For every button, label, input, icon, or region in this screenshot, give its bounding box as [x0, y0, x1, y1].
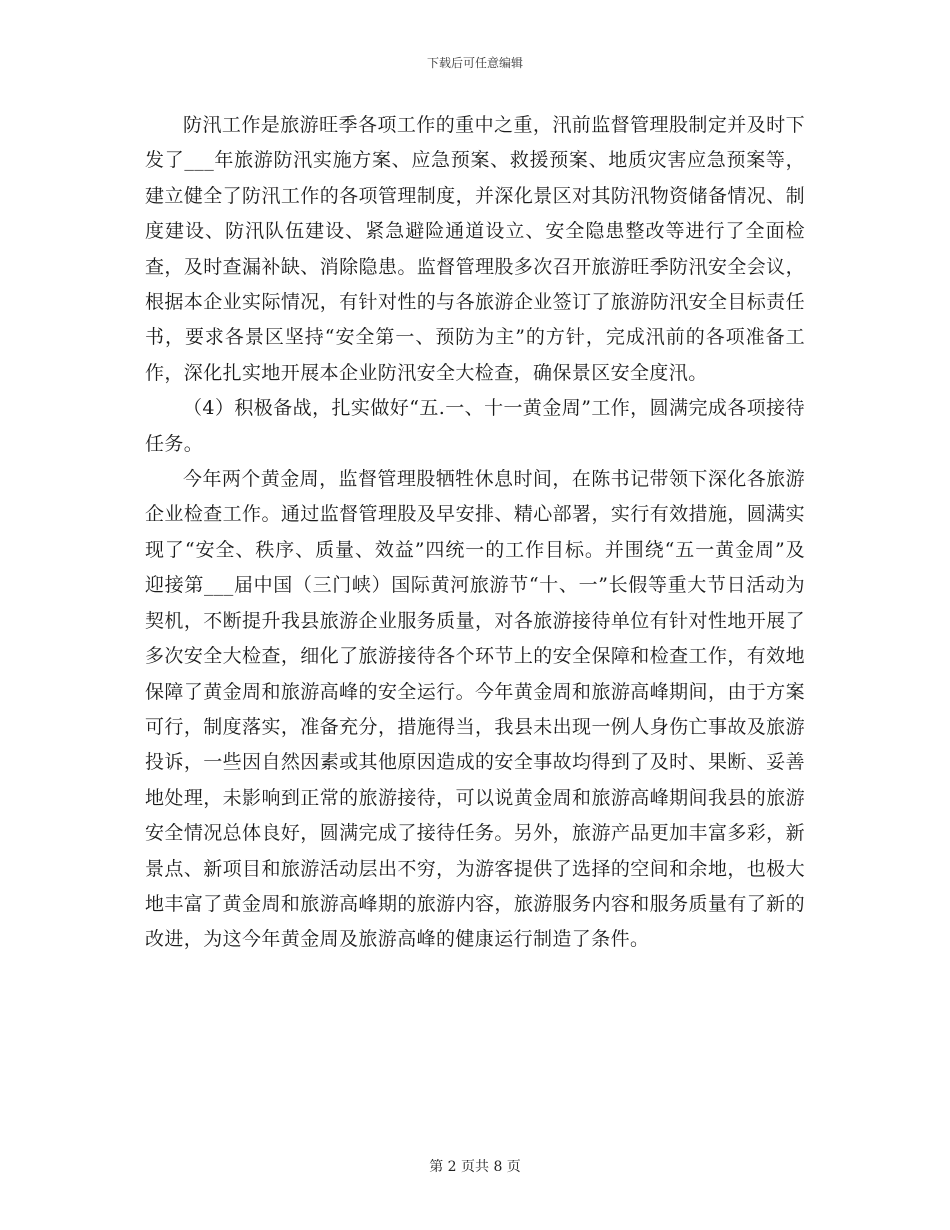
paragraph-heading-golden-week: （4）积极备战，扎实做好“五.一、十一黄金周”工作，圆满完成各项接待任务。	[145, 397, 805, 455]
paragraph-golden-week-report: 今年两个黄金周，监督管理股牺牲休息时间，在陈书记带领下深化各旅游企业检查工作。通过监督管理股及早安排、精心部署，实行有效措施，圆满实现了“安全、秩序、质量、效益”四统一的工作目标。并围绕“五一黄金周”及迎接第___届中国（三门峡）国际黄河旅游节“十、一”长假等重大节日活动为契机，不断提升我县旅游企业服务质量，对各旅游接待单位有针对性地开展了多次安全大检查，细化了旅游接待各个环节上的安全保障和检查工作，有效地保障了黄金周和旅游高峰的安全运行。今年黄金周和旅游高峰期间，由于方案可行，制度落实，准备充分，措施得当，我县未出现一例人身伤亡事故及旅游投诉，一些因自然因素或其他原因造成的安全事故均得到了及时、果断、妥善地处理，未影响到正常的旅游接待，可以说黄金周和旅游高峰期间我县的旅游安全情况总体良好，圆满完成了接待任务。另外，旅游产品更加丰富多彩，新景点、新项目和旅游活动层出不穷，为游客提供了选择的空间和余地，也极大地丰富了黄金周和旅游高峰期的旅游内容，旅游服务内容和服务质量有了新的改进，为这今年黄金周及旅游高峰的健康运行制造了条件。	[145, 468, 805, 951]
paragraph-flood-prevention: 防汛工作是旅游旺季各项工作的重中之重，汛前监督管理股制定并及时下发了___年旅游防汛实施方案、应急预案、救援预案、地质灾害应急预案等，建立健全了防汛工作的各项管理制度，并深化景区对其防汛物资储备情况、制度建设、防汛队伍建设、紧急避险通道设立、安全隐患整改等进行了全面检查，及时查漏补缺、消除隐患。监督管理股多次召开旅游旺季防汛安全会议，根据本企业实际情况，有针对性的与各旅游企业签订了旅游防汛安全目标责任书，要求各景区坚持“安全第一、预防为主”的方针，完成汛前的各项准备工作，深化扎实地开展本企业防汛安全大检查，确保景区安全度汛。	[145, 114, 805, 384]
document-body	[145, 108, 805, 958]
page-header: 下载后可任意编辑	[426, 56, 523, 70]
page-footer: 第 2 页共 8 页	[429, 1159, 521, 1175]
